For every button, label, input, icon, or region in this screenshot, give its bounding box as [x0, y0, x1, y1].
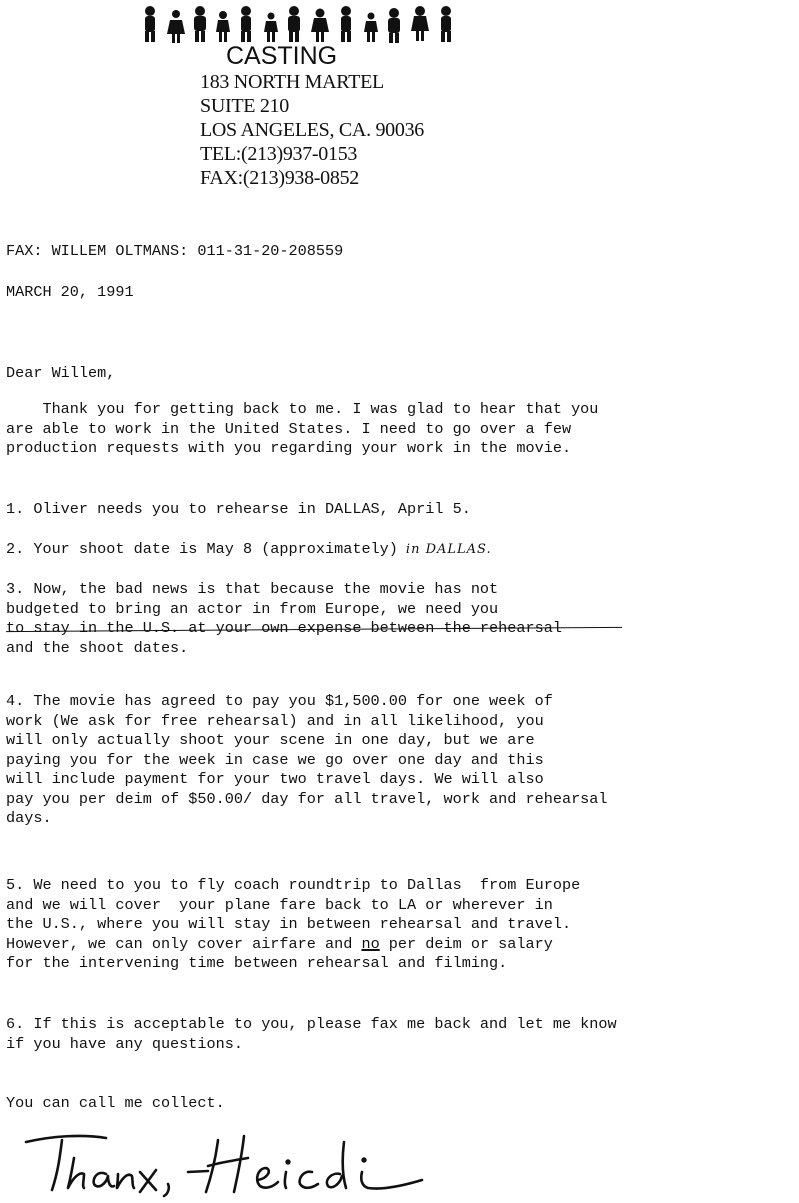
intro-line: Thank you for getting back to me. I was glad to hear that you: [6, 400, 599, 418]
item-4-line: work (We ask for free rehearsal) and in all likelihood, you: [6, 711, 544, 730]
letterhead: [200, 42, 424, 190]
item-3-struck-line: to stay in the U.S. at your own expense between the rehearsal: [6, 619, 562, 637]
intro-paragraph: [6, 400, 598, 459]
item-4-line: paying you for the week in case we go over one day and this: [6, 750, 544, 769]
item-2-shoot-date: [6, 540, 492, 560]
fax-recipient-line: FAX: WILLEM OLTMANS: 011-31-20-208559: [6, 242, 344, 260]
item-5-travel: [6, 876, 580, 974]
item-3-line: and the shoot dates.: [6, 638, 189, 657]
handwritten-signature: [22, 1128, 442, 1198]
item-5-line: and we will cover your plane fare back to LA or wherever in: [6, 895, 553, 914]
address-line-1: 183 NORTH MARTEL: [200, 71, 384, 93]
underlined-no: no: [361, 934, 380, 953]
item-3-line: 3. Now, the bad news is that because the movie has not: [6, 580, 499, 598]
item-6-line: if you have any questions.: [6, 1034, 243, 1053]
item-6-reply-request: [6, 1015, 617, 1054]
item-6-line: 6. If this is acceptable to you, please fax me back and let me know: [6, 1015, 617, 1033]
item-2-handwritten-note: in DALLAS.: [405, 542, 492, 557]
telephone-line: TEL:(213)937-0153: [200, 143, 358, 165]
signature-icon: [22, 1128, 442, 1198]
casting-logo-figures: [138, 4, 478, 44]
letter-date: MARCH 20, 1991: [6, 283, 134, 301]
item-5-line: for the intervening time between rehearsal and filming.: [6, 954, 508, 972]
address-line-2: SUITE 210: [200, 95, 289, 117]
item-4-line: days.: [6, 809, 52, 827]
intro-line: production requests with you regarding your work in the movie.: [6, 439, 572, 457]
people-silhouettes-icon: [138, 4, 478, 44]
item-5-line: the U.S., where you will stay in between rehearsal and travel.: [6, 915, 572, 933]
item-4-line: 4. The movie has agreed to pay you $1,500.00 for one week of: [6, 692, 553, 710]
item-4-payment: [6, 692, 608, 829]
item-5-line: However, we can only cover airfare and no per deim or salary: [6, 934, 553, 953]
fax-number-line: FAX:(213)938-0852: [200, 167, 359, 189]
closing-line: You can call me collect.: [6, 1094, 225, 1112]
item-4-line: will include payment for your two travel days. We will also: [6, 770, 544, 788]
item-3-line: budgeted to bring an actor in from Europe, we need you: [6, 599, 499, 618]
company-name: CASTING: [226, 42, 338, 70]
item-3-expenses: [6, 580, 562, 658]
salutation: Dear Willem,: [6, 364, 116, 382]
item-5-line: 5. We need to you to fly coach roundtrip to Dallas from Europe: [6, 876, 581, 894]
intro-line: are able to work in the United States. I need to go over a few: [6, 419, 572, 438]
item-2-text: 2. Your shoot date is May 8 (approximately): [6, 540, 398, 558]
address-city-line: LOS ANGELES, CA. 90036: [200, 119, 424, 141]
item-4-line: will only actually shoot your scene in one day, but we are: [6, 731, 535, 749]
item-4-line: pay you per deim of $50.00/ day for all travel, work and rehearsal: [6, 789, 608, 808]
item-1-rehearsal: 1. Oliver needs you to rehearse in DALLAS, April 5.: [6, 500, 471, 518]
